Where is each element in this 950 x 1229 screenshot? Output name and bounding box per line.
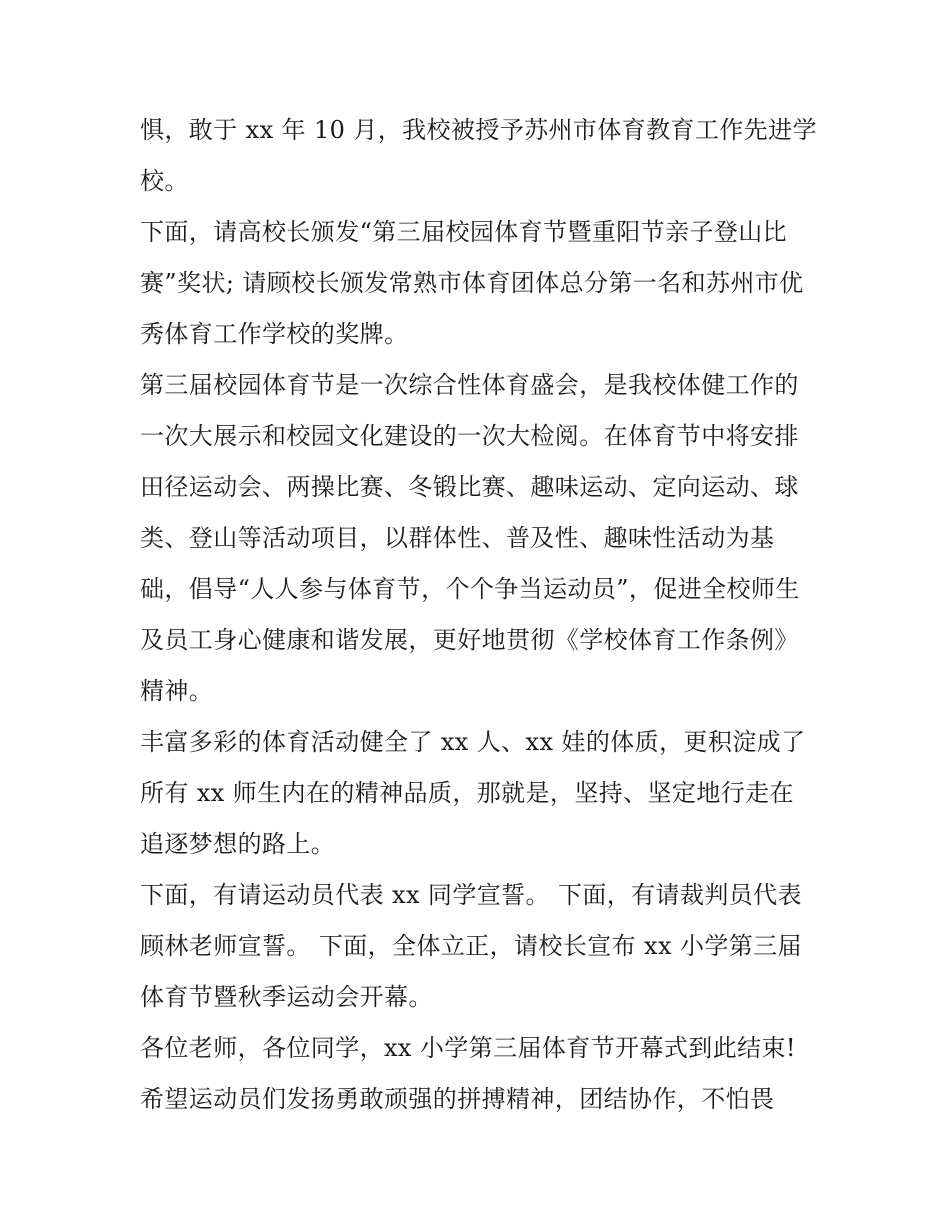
text-line: 秀体育工作学校的奖牌。 [140, 320, 409, 348]
text-line: 丰富多彩的体育活动健全了 xx 人、xx 娃的体质，更积淀成了 [140, 728, 806, 756]
text-line: 所有 xx 师生内在的精神品质，那就是，坚持、坚定地行走在 [140, 779, 794, 807]
text-line: 希望运动员们发扬勇敢顽强的拼搏精神，团结协作，不怕畏 [140, 1085, 775, 1113]
text-line: 下面，请高校长颁发“第三届校园体育节暨重阳节亲子登山比 [140, 218, 788, 246]
text-line: 第三届校园体育节是一次综合性体育盛会，是我校体健工作的 [140, 371, 799, 399]
text-line: 顾林老师宣誓。 下面，全体立正，请校长宣布 xx 小学第三届 [140, 932, 802, 960]
paragraph-1 [140, 105, 817, 207]
paragraph-3 [140, 360, 812, 717]
text-line: 追逐梦想的路上。 [140, 830, 336, 858]
text-line: 惧，敢于 xx 年 10 月，我校被授予苏州市体育教育工作先进学 [140, 116, 817, 144]
text-line: 及员工身心健康和谐发展，更好地贯彻《学校体育工作条例》 [140, 626, 799, 654]
text-line: 一次大展示和校园文化建设的一次大检阅。在体育节中将安排 [140, 422, 799, 450]
paragraph-6 [140, 1023, 812, 1125]
paragraph-5 [140, 870, 812, 1023]
text-line: 精神。 [140, 677, 214, 705]
text-line: 赛”奖状; 请顾校长颁发常熟市体育团体总分第一名和苏州市优 [140, 269, 804, 297]
paragraph-2 [140, 207, 812, 360]
text-line: 类、登山等活动项目，以群体性、普及性、趣味性活动为基 [140, 524, 775, 552]
text-line: 田径运动会、两操比赛、冬锻比赛、趣味运动、定向运动、球 [140, 473, 799, 501]
paragraph-4 [140, 717, 812, 870]
text-line: 各位老师，各位同学，xx 小学第三届体育节开幕式到此结束! [140, 1034, 796, 1062]
text-line: 校。 [140, 167, 189, 195]
text-line: 础，倡导“人人参与体育节，个个争当运动员”，促进全校师生 [140, 575, 800, 603]
document-body [140, 105, 817, 1125]
text-line: 体育节暨秋季运动会开幕。 [140, 983, 433, 1011]
text-line: 下面，有请运动员代表 xx 同学宣誓。 下面，有请裁判员代表 [140, 881, 802, 909]
